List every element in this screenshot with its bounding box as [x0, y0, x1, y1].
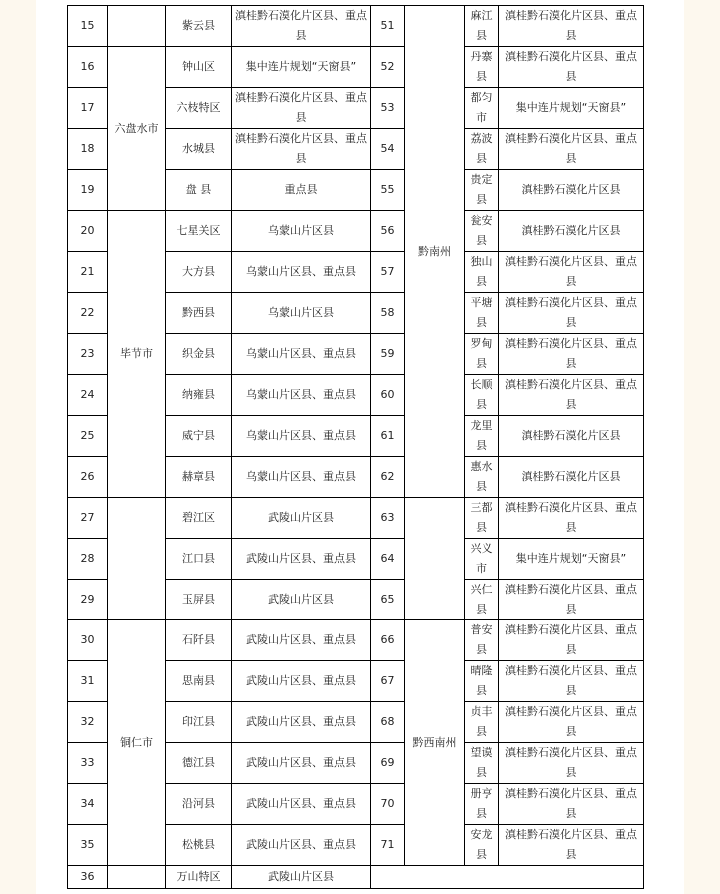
table-row	[68, 866, 644, 889]
county-name: 平塘县	[465, 293, 499, 334]
county-table-part-2	[67, 619, 644, 889]
county-type: 乌蒙山片区县、重点县	[232, 375, 371, 416]
row-number: 31	[68, 661, 108, 702]
county-type: 滇桂黔石漠化片区县、重点县	[499, 702, 644, 743]
city-tongren: 铜仁市	[108, 620, 166, 866]
city-cell-blank	[108, 6, 166, 47]
row-number: 28	[68, 539, 108, 580]
county-type: 滇桂黔石漠化片区县	[499, 211, 644, 252]
county-type: 滇桂黔石漠化片区县	[499, 416, 644, 457]
county-name: 瓮安县	[465, 211, 499, 252]
county-type: 武陵山片区县、重点县	[232, 620, 371, 661]
county-name: 兴仁县	[465, 580, 499, 621]
county-name: 石阡县	[166, 620, 232, 661]
county-type: 滇桂黔石漠化片区县、重点县	[499, 498, 644, 539]
row-number: 20	[68, 211, 108, 252]
county-type: 滇桂黔石漠化片区县	[499, 170, 644, 211]
county-name: 织金县	[166, 334, 232, 375]
county-type: 集中连片规划“天窗县”	[499, 539, 644, 580]
county-type: 滇桂黔石漠化片区县、重点县	[499, 825, 644, 866]
county-name: 盘 县	[166, 170, 232, 211]
county-name: 纳雍县	[166, 375, 232, 416]
county-name: 赫章县	[166, 457, 232, 498]
row-number: 63	[371, 498, 405, 539]
county-type: 武陵山片区县	[232, 498, 371, 539]
county-type: 滇桂黔石漠化片区县、重点县	[499, 620, 644, 661]
county-name: 惠水县	[465, 457, 499, 498]
empty-cell	[371, 866, 644, 889]
county-type: 集中连片规划“天窗县”	[232, 47, 371, 88]
county-name: 长顺县	[465, 375, 499, 416]
county-name: 独山县	[465, 252, 499, 293]
county-type: 武陵山片区县、重点县	[232, 784, 371, 825]
table-row	[68, 620, 644, 661]
county-name: 望谟县	[465, 743, 499, 784]
row-number: 23	[68, 334, 108, 375]
county-name: 玉屏县	[166, 580, 232, 621]
row-number: 55	[371, 170, 405, 211]
city-cell-blank	[108, 866, 166, 889]
county-type: 滇桂黔石漠化片区县、重点县	[499, 334, 644, 375]
county-type: 滇桂黔石漠化片区县、重点县	[499, 6, 644, 47]
county-name: 荔波县	[465, 129, 499, 170]
row-number: 17	[68, 88, 108, 129]
county-type: 滇桂黔石漠化片区县、重点县	[499, 47, 644, 88]
table-row	[68, 47, 644, 88]
row-number: 54	[371, 129, 405, 170]
county-name: 大方县	[166, 252, 232, 293]
row-number: 29	[68, 580, 108, 621]
right-margin-band	[684, 0, 720, 894]
row-number: 33	[68, 743, 108, 784]
row-number: 64	[371, 539, 405, 580]
row-number: 53	[371, 88, 405, 129]
county-type: 武陵山片区县	[232, 866, 371, 889]
row-number: 68	[371, 702, 405, 743]
left-margin-band	[0, 0, 36, 894]
row-number: 34	[68, 784, 108, 825]
row-number: 35	[68, 825, 108, 866]
county-name: 德江县	[166, 743, 232, 784]
county-name: 万山特区	[166, 866, 232, 889]
county-name: 紫云县	[166, 6, 232, 47]
county-name: 册亨县	[465, 784, 499, 825]
city-liupanshui: 六盘水市	[108, 47, 166, 211]
city-cell-blank	[405, 498, 465, 621]
county-type: 滇桂黔石漠化片区县、重点县	[499, 129, 644, 170]
county-name: 三都县	[465, 498, 499, 539]
county-name: 六枝特区	[166, 88, 232, 129]
county-type: 滇桂黔石漠化片区县、重点县	[499, 293, 644, 334]
table-row	[68, 6, 644, 47]
city-bijie: 毕节市	[108, 211, 166, 498]
row-number: 32	[68, 702, 108, 743]
row-number: 58	[371, 293, 405, 334]
county-name: 贞丰县	[465, 702, 499, 743]
row-number: 30	[68, 620, 108, 661]
county-type: 乌蒙山片区县、重点县	[232, 416, 371, 457]
county-type: 滇桂黔石漠化片区县、重点县	[499, 661, 644, 702]
row-number: 21	[68, 252, 108, 293]
county-name: 都匀市	[465, 88, 499, 129]
row-number: 24	[68, 375, 108, 416]
county-name: 丹寨县	[465, 47, 499, 88]
county-type: 武陵山片区县、重点县	[232, 702, 371, 743]
row-number: 19	[68, 170, 108, 211]
county-type: 滇桂黔石漠化片区县、重点县	[499, 375, 644, 416]
county-type: 滇桂黔石漠化片区县、重点县	[499, 252, 644, 293]
county-type: 武陵山片区县	[232, 580, 371, 621]
row-number: 57	[371, 252, 405, 293]
city-qiannan: 黔南州	[405, 6, 465, 498]
county-name: 龙里县	[465, 416, 499, 457]
county-name: 七星关区	[166, 211, 232, 252]
county-type: 重点县	[232, 170, 371, 211]
county-type: 滇桂黔石漠化片区县、重点县	[499, 743, 644, 784]
row-number: 56	[371, 211, 405, 252]
county-name: 普安县	[465, 620, 499, 661]
county-type: 乌蒙山片区县、重点县	[232, 334, 371, 375]
county-name: 思南县	[166, 661, 232, 702]
county-type: 乌蒙山片区县、重点县	[232, 252, 371, 293]
row-number: 18	[68, 129, 108, 170]
county-name: 印江县	[166, 702, 232, 743]
row-number: 16	[68, 47, 108, 88]
row-number: 36	[68, 866, 108, 889]
county-name: 威宁县	[166, 416, 232, 457]
row-number: 61	[371, 416, 405, 457]
county-type: 乌蒙山片区县	[232, 293, 371, 334]
county-type: 滇桂黔石漠化片区县	[499, 457, 644, 498]
county-type: 武陵山片区县、重点县	[232, 825, 371, 866]
county-type: 滇桂黔石漠化片区县、重点县	[499, 580, 644, 621]
city-tongren-top	[108, 498, 166, 621]
row-number: 70	[371, 784, 405, 825]
county-name: 贵定县	[465, 170, 499, 211]
table-row	[68, 498, 644, 539]
county-name: 晴隆县	[465, 661, 499, 702]
county-type: 武陵山片区县、重点县	[232, 539, 371, 580]
county-type: 武陵山片区县、重点县	[232, 661, 371, 702]
row-number: 52	[371, 47, 405, 88]
county-type: 集中连片规划“天窗县”	[499, 88, 644, 129]
row-number: 66	[371, 620, 405, 661]
county-type: 乌蒙山片区县、重点县	[232, 457, 371, 498]
table-row	[68, 211, 644, 252]
county-type: 滇桂黔石漠化片区县、重点县	[232, 88, 371, 129]
county-name: 兴义市	[465, 539, 499, 580]
row-number: 22	[68, 293, 108, 334]
county-name: 沿河县	[166, 784, 232, 825]
county-type: 乌蒙山片区县	[232, 211, 371, 252]
county-name: 水城县	[166, 129, 232, 170]
county-name: 松桃县	[166, 825, 232, 866]
county-name: 江口县	[166, 539, 232, 580]
city-qianxinan: 黔西南州	[405, 620, 465, 866]
county-type: 滇桂黔石漠化片区县、重点县	[499, 784, 644, 825]
row-number: 27	[68, 498, 108, 539]
row-number: 26	[68, 457, 108, 498]
county-name: 罗甸县	[465, 334, 499, 375]
row-number: 62	[371, 457, 405, 498]
row-number: 60	[371, 375, 405, 416]
row-number: 51	[371, 6, 405, 47]
county-table-part-1	[67, 5, 644, 621]
county-name: 黔西县	[166, 293, 232, 334]
row-number: 59	[371, 334, 405, 375]
county-name: 碧江区	[166, 498, 232, 539]
row-number: 15	[68, 6, 108, 47]
county-type: 滇桂黔石漠化片区县、重点县	[232, 6, 371, 47]
row-number: 25	[68, 416, 108, 457]
county-type: 滇桂黔石漠化片区县、重点县	[232, 129, 371, 170]
county-name: 麻江县	[465, 6, 499, 47]
row-number: 69	[371, 743, 405, 784]
row-number: 67	[371, 661, 405, 702]
county-type: 武陵山片区县、重点县	[232, 743, 371, 784]
county-name: 钟山区	[166, 47, 232, 88]
county-name: 安龙县	[465, 825, 499, 866]
row-number: 71	[371, 825, 405, 866]
row-number: 65	[371, 580, 405, 621]
